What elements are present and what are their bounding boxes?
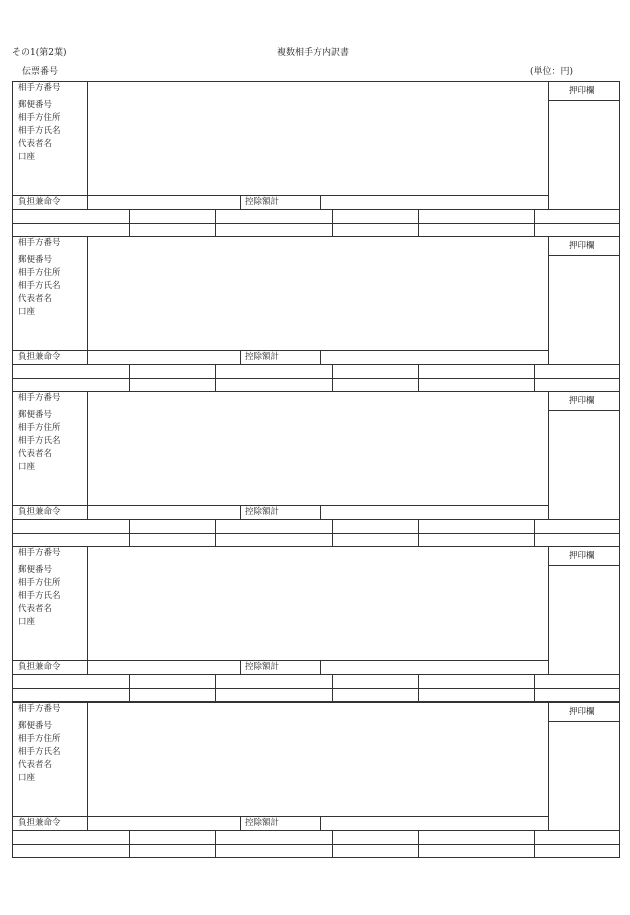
grid-cell[interactable] (216, 534, 332, 546)
seal-field[interactable] (549, 101, 619, 209)
grid-cell[interactable] (13, 365, 129, 377)
unit-label: (単位：円) (530, 67, 574, 77)
party-info-field[interactable] (88, 82, 548, 195)
account-label: 口座 (18, 152, 36, 162)
representative-label: 代表者名 (18, 449, 53, 459)
grid-cell[interactable] (130, 689, 215, 701)
seal-column-label: 押印欄 (569, 396, 595, 406)
grid-cell[interactable] (130, 831, 215, 843)
party-name-label: 相手方氏名 (18, 747, 61, 757)
grid-cell[interactable] (13, 534, 129, 546)
account-label: 口座 (18, 773, 36, 783)
burden-order-field[interactable] (88, 196, 240, 209)
postal-code-label: 郵便番号 (18, 721, 53, 731)
grid-cell[interactable] (535, 365, 620, 377)
grid-cell[interactable] (535, 831, 620, 843)
party-number-label: 相手方番号 (18, 548, 61, 558)
grid-cell[interactable] (535, 210, 620, 222)
grid-cell[interactable] (333, 224, 418, 236)
deduction-total-label: 控除額計 (245, 352, 280, 362)
party-number-label: 相手方番号 (18, 393, 61, 403)
grid-cell[interactable] (216, 379, 332, 391)
representative-label: 代表者名 (18, 139, 53, 149)
grid-cell[interactable] (333, 534, 418, 546)
representative-label: 代表者名 (18, 294, 53, 304)
grid-cell[interactable] (13, 689, 129, 701)
grid-cell[interactable] (419, 224, 534, 236)
party-name-label: 相手方氏名 (18, 281, 61, 291)
party-block (12, 391, 620, 546)
grid-cell[interactable] (535, 534, 620, 546)
grid-cell[interactable] (130, 224, 215, 236)
party-block (12, 236, 620, 391)
grid-cell[interactable] (130, 845, 215, 857)
grid-cell[interactable] (216, 689, 332, 701)
grid-cell[interactable] (419, 210, 534, 222)
rule-line (240, 350, 241, 364)
page-title: 複数相手方内訳書 (277, 48, 350, 58)
deduction-total-field[interactable] (321, 351, 548, 364)
grid-cell[interactable] (419, 534, 534, 546)
grid-cell[interactable] (535, 520, 620, 532)
grid-cell[interactable] (216, 520, 332, 532)
grid-cell[interactable] (333, 845, 418, 857)
burden-order-field[interactable] (88, 817, 240, 830)
grid-cell[interactable] (333, 675, 418, 687)
grid-cell[interactable] (130, 210, 215, 222)
account-label: 口座 (18, 617, 36, 627)
postal-code-label: 郵便番号 (18, 410, 53, 420)
deduction-total-field[interactable] (321, 506, 548, 519)
grid-cell[interactable] (216, 224, 332, 236)
party-address-label: 相手方住所 (18, 734, 61, 744)
sheet-label: その1(第2葉) (12, 48, 67, 58)
burden-order-label: 負担兼命令 (18, 507, 61, 517)
grid-cell[interactable] (130, 534, 215, 546)
party-info-field[interactable] (88, 392, 548, 505)
postal-code-label: 郵便番号 (18, 100, 53, 110)
grid-cell[interactable] (333, 210, 418, 222)
grid-cell[interactable] (216, 845, 332, 857)
party-address-label: 相手方住所 (18, 423, 61, 433)
burden-order-field[interactable] (88, 661, 240, 674)
party-info-field[interactable] (88, 547, 548, 660)
deduction-total-field[interactable] (321, 817, 548, 830)
party-number-label: 相手方番号 (18, 83, 61, 93)
deduction-total-field[interactable] (321, 661, 548, 674)
burden-order-label: 負担兼命令 (18, 662, 61, 672)
grid-cell[interactable] (535, 675, 620, 687)
party-block (12, 702, 620, 857)
grid-cell[interactable] (419, 365, 534, 377)
rule-line (240, 505, 241, 519)
seal-column-label: 押印欄 (569, 86, 595, 96)
grid-cell[interactable] (419, 689, 534, 701)
grid-cell[interactable] (13, 379, 129, 391)
party-name-label: 相手方氏名 (18, 126, 61, 136)
party-info-field[interactable] (88, 703, 548, 816)
burden-order-label: 負担兼命令 (18, 197, 61, 207)
grid-cell[interactable] (419, 379, 534, 391)
grid-cell[interactable] (216, 210, 332, 222)
deduction-total-label: 控除額計 (245, 662, 280, 672)
grid-cell[interactable] (13, 675, 129, 687)
grid-cell[interactable] (333, 365, 418, 377)
grid-cell[interactable] (13, 210, 129, 222)
deduction-total-label: 控除額計 (245, 818, 280, 828)
party-info-field[interactable] (88, 237, 548, 350)
grid-cell[interactable] (216, 831, 332, 843)
grid-cell[interactable] (535, 379, 620, 391)
burden-order-field[interactable] (88, 351, 240, 364)
postal-code-label: 郵便番号 (18, 565, 53, 575)
grid-cell[interactable] (333, 379, 418, 391)
grid-cell[interactable] (13, 520, 129, 532)
grid-cell[interactable] (216, 365, 332, 377)
seal-field[interactable] (549, 411, 619, 519)
postal-code-label: 郵便番号 (18, 255, 53, 265)
grid-cell[interactable] (419, 675, 534, 687)
party-address-label: 相手方住所 (18, 113, 61, 123)
grid-cell[interactable] (216, 675, 332, 687)
party-name-label: 相手方氏名 (18, 436, 61, 446)
grid-cell[interactable] (13, 845, 129, 857)
grid-cell[interactable] (419, 845, 534, 857)
deduction-total-label: 控除額計 (245, 507, 280, 517)
party-block (12, 546, 620, 701)
slip-number-label: 伝票番号 (22, 67, 59, 77)
grid-cell[interactable] (13, 831, 129, 843)
grid-cell[interactable] (419, 831, 534, 843)
seal-column-label: 押印欄 (569, 707, 595, 717)
grid-cell[interactable] (535, 845, 620, 857)
rule-line (240, 195, 241, 209)
grid-cell[interactable] (13, 224, 129, 236)
seal-field[interactable] (549, 722, 619, 830)
burden-order-field[interactable] (88, 506, 240, 519)
rule-line (240, 816, 241, 830)
party-name-label: 相手方氏名 (18, 591, 61, 601)
deduction-total-label: 控除額計 (245, 197, 280, 207)
burden-order-label: 負担兼命令 (18, 352, 61, 362)
burden-order-label: 負担兼命令 (18, 818, 61, 828)
deduction-total-field[interactable] (321, 196, 548, 209)
seal-column-label: 押印欄 (569, 551, 595, 561)
party-number-label: 相手方番号 (18, 238, 61, 248)
grid-cell[interactable] (535, 689, 620, 701)
representative-label: 代表者名 (18, 760, 53, 770)
grid-cell[interactable] (130, 675, 215, 687)
seal-field[interactable] (549, 256, 619, 364)
grid-cell[interactable] (333, 831, 418, 843)
party-address-label: 相手方住所 (18, 578, 61, 588)
grid-cell[interactable] (333, 689, 418, 701)
party-number-label: 相手方番号 (18, 704, 61, 714)
seal-field[interactable] (549, 566, 619, 674)
grid-cell[interactable] (130, 365, 215, 377)
seal-column-label: 押印欄 (569, 241, 595, 251)
party-address-label: 相手方住所 (18, 268, 61, 278)
account-label: 口座 (18, 307, 36, 317)
grid-cell[interactable] (535, 224, 620, 236)
grid-cell[interactable] (130, 379, 215, 391)
rule-line (240, 660, 241, 674)
grid-cell[interactable] (419, 520, 534, 532)
grid-cell[interactable] (333, 520, 418, 532)
rule-line (12, 857, 620, 858)
representative-label: 代表者名 (18, 604, 53, 614)
party-block (12, 81, 620, 236)
account-label: 口座 (18, 462, 36, 472)
grid-cell[interactable] (130, 520, 215, 532)
